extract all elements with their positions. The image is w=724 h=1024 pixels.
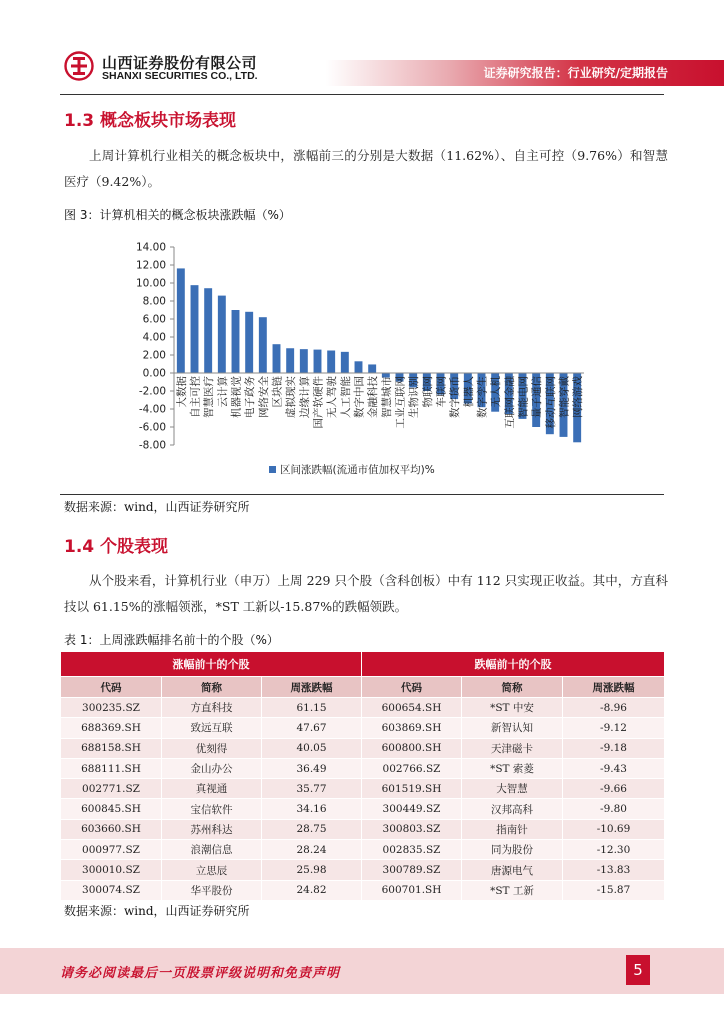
- table-caption: 表 1：上周涨跌幅排名前十的个股（%）: [64, 633, 279, 647]
- category-label: 互联网金融: [503, 376, 516, 429]
- y-tick-label: 2.00: [142, 349, 166, 362]
- category-label: 金融科技: [367, 376, 380, 418]
- gainer-name-cell: 华平股份: [162, 880, 262, 900]
- loser-code-cell: 300789.SZ: [362, 860, 462, 880]
- column-header: 简称: [162, 677, 262, 698]
- bar: [286, 348, 294, 373]
- gainer-code-cell: 002771.SZ: [61, 779, 162, 799]
- legend-label: 区间涨跌幅(流通市值加权平均)%: [280, 464, 435, 476]
- category-label: 虚拟现实: [285, 376, 298, 418]
- category-label: 边缘计算: [298, 376, 311, 418]
- gainers-group-header: 涨幅前十的个股: [61, 652, 362, 677]
- y-tick-label: -8.00: [138, 439, 166, 452]
- gainer-change-cell: 25.98: [262, 860, 362, 880]
- gainer-change-cell: 28.75: [262, 819, 362, 839]
- column-header: 周涨跌幅: [262, 677, 362, 698]
- loser-code-cell: 300449.SZ: [362, 799, 462, 819]
- category-label: 国产软硬件: [312, 376, 325, 429]
- company-name-en: SHANXI SECURITIES CO., LTD.: [102, 70, 258, 82]
- loser-name-cell: 新智认知: [462, 718, 563, 738]
- gainer-name-cell: 苏州科达: [162, 819, 262, 839]
- company-name-cn: 山西证券股份有限公司: [102, 54, 258, 72]
- loser-name-cell: 大智慧: [462, 779, 563, 799]
- bar: [245, 312, 253, 373]
- gainer-code-cell: 688111.SH: [61, 758, 162, 778]
- y-tick-label: 6.00: [142, 313, 166, 326]
- category-label: 无人机: [490, 376, 503, 408]
- loser-name-cell: 天津磁卡: [462, 738, 563, 758]
- gainer-name-cell: 优刻得: [162, 738, 262, 758]
- category-label: 云计算: [216, 376, 229, 408]
- category-label: 区块链: [271, 376, 284, 408]
- bar: [177, 268, 185, 373]
- gainer-code-cell: 000977.SZ: [61, 840, 162, 860]
- concept-sector-bar-chart: [64, 231, 668, 489]
- y-tick-label: 4.00: [142, 331, 166, 344]
- gainer-change-cell: 28.24: [262, 840, 362, 860]
- top-ten-stocks-table: [60, 651, 665, 901]
- loser-change-cell: -8.96: [563, 698, 665, 718]
- category-label: 智能电网: [517, 376, 530, 418]
- loser-change-cell: -9.66: [563, 779, 665, 799]
- gainer-name-cell: 立思辰: [162, 860, 262, 880]
- table-row: [61, 840, 665, 860]
- bar: [259, 317, 267, 373]
- category-label: 无人驾驶: [326, 376, 339, 418]
- category-label: 物联网: [421, 376, 434, 408]
- page-number: 5: [626, 955, 650, 985]
- table-row: [61, 718, 665, 738]
- loser-code-cell: 600701.SH: [362, 880, 462, 900]
- y-tick-label: 14.00: [135, 241, 166, 254]
- loser-change-cell: -9.12: [563, 718, 665, 738]
- gainer-change-cell: 40.05: [262, 738, 362, 758]
- category-label: 生物识别: [408, 376, 421, 418]
- bar: [368, 364, 376, 373]
- category-label: 智能穿戴: [558, 376, 571, 418]
- y-tick-label: -2.00: [138, 385, 166, 398]
- page-header: [0, 0, 724, 95]
- column-header: 周涨跌幅: [563, 677, 665, 698]
- loser-change-cell: -13.83: [563, 860, 665, 880]
- gainer-code-cell: 688369.SH: [61, 718, 162, 738]
- y-tick-label: 12.00: [135, 259, 166, 272]
- figure-source: 数据来源：wind，山西证券研究所: [64, 500, 250, 514]
- loser-name-cell: *ST 中安: [462, 698, 563, 718]
- loser-change-cell: -9.43: [563, 758, 665, 778]
- category-label: 网络安全: [257, 376, 270, 418]
- bar: [204, 288, 212, 373]
- loser-name-cell: *ST 索菱: [462, 758, 563, 778]
- loser-name-cell: 汉邦高科: [462, 799, 563, 819]
- column-header: 简称: [462, 677, 563, 698]
- report-type: 证券研究报告：行业研究/定期报告: [483, 66, 668, 80]
- table-row: [61, 819, 665, 839]
- gainer-code-cell: 688158.SH: [61, 738, 162, 758]
- y-tick-label: 10.00: [135, 277, 166, 290]
- gainer-change-cell: 34.16: [262, 799, 362, 819]
- loser-change-cell: -10.69: [563, 819, 665, 839]
- y-tick-label: 0.00: [142, 367, 166, 380]
- y-tick-label: -6.00: [138, 421, 166, 434]
- gainer-code-cell: 300074.SZ: [61, 880, 162, 900]
- category-label: 数字货币: [449, 376, 462, 418]
- gainer-name-cell: 宝信软件: [162, 799, 262, 819]
- gainer-code-cell: 600845.SH: [61, 799, 162, 819]
- bar: [355, 361, 363, 373]
- table-row: [61, 860, 665, 880]
- loser-code-cell: 603869.SH: [362, 718, 462, 738]
- bar: [218, 296, 226, 373]
- y-tick-label: 8.00: [142, 295, 166, 308]
- table-row: [61, 698, 665, 718]
- gainer-name-cell: 方直科技: [162, 698, 262, 718]
- gainer-name-cell: 真视通: [162, 779, 262, 799]
- paragraph-text: 从个股来看，计算机行业（申万）上周 229 只个股（含科创板）中有 112 只实现正收益。其中，方直科技以 61.15%的涨幅领涨，*ST 工新以-15.87%的跌幅领跌。: [64, 573, 668, 614]
- category-label: 网络游戏: [572, 376, 585, 418]
- category-label: 数字孪生: [476, 376, 489, 418]
- table-row: [61, 880, 665, 900]
- y-tick-label: -4.00: [138, 403, 166, 416]
- category-label: 量子通信: [531, 375, 544, 418]
- table-row: [61, 738, 665, 758]
- loser-code-cell: 002766.SZ: [362, 758, 462, 778]
- loser-code-cell: 600800.SH: [362, 738, 462, 758]
- legend-swatch: [269, 466, 276, 473]
- loser-code-cell: 600654.SH: [362, 698, 462, 718]
- figure-caption: 图 3：计算机相关的概念板块涨跌幅（%）: [64, 208, 291, 222]
- gainer-code-cell: 300235.SZ: [61, 698, 162, 718]
- gainer-name-cell: 金山办公: [162, 758, 262, 778]
- category-label: 大数据: [175, 376, 188, 408]
- table-row: [61, 779, 665, 799]
- shanxi-securities-logo-icon: [64, 51, 94, 81]
- loser-code-cell: 002835.SZ: [362, 840, 462, 860]
- loser-name-cell: 同为股份: [462, 840, 563, 860]
- gainer-change-cell: 36.49: [262, 758, 362, 778]
- bar: [341, 352, 349, 373]
- table-source: 数据来源：wind，山西证券研究所: [64, 904, 250, 918]
- section-1-3-paragraph: [64, 143, 668, 195]
- category-label: 智慧医疗: [203, 376, 216, 418]
- bar: [314, 350, 322, 373]
- category-label: 机器人: [462, 376, 475, 408]
- loser-name-cell: 指南针: [462, 819, 563, 839]
- category-label: 人工智能: [339, 376, 352, 418]
- bar: [327, 351, 335, 374]
- paragraph-text: 上周计算机行业相关的概念板块中，涨幅前三的分别是大数据（11.62%）、自主可控（9.76%）和智慧医疗（9.42%）。: [64, 148, 668, 189]
- loser-name-cell: *ST 工新: [462, 880, 563, 900]
- header-divider: [60, 94, 664, 95]
- gainer-change-cell: 47.67: [262, 718, 362, 738]
- gainer-code-cell: 300010.SZ: [61, 860, 162, 880]
- gainer-code-cell: 603660.SH: [61, 819, 162, 839]
- gainer-name-cell: 致远互联: [162, 718, 262, 738]
- column-header: 代码: [61, 677, 162, 698]
- loser-change-cell: -12.30: [563, 840, 665, 860]
- section-title-1-4: 1.4 个股表现: [64, 537, 169, 557]
- category-label: 移动互联网: [544, 376, 557, 429]
- category-label: 工业互联网: [394, 376, 407, 429]
- losers-group-header: 跌幅前十的个股: [362, 652, 665, 677]
- footer-disclaimer: 请务必阅读最后一页股票评级说明和免责声明: [60, 966, 341, 981]
- bar: [232, 310, 240, 373]
- gainer-name-cell: 浪潮信息: [162, 840, 262, 860]
- gainer-change-cell: 35.77: [262, 779, 362, 799]
- figure-bottom-divider: [60, 494, 664, 495]
- loser-code-cell: 601519.SH: [362, 779, 462, 799]
- section-title-1-3: 1.3 概念板块市场表现: [64, 111, 237, 131]
- bar: [273, 344, 281, 373]
- column-header: 代码: [362, 677, 462, 698]
- table-row: [61, 758, 665, 778]
- gainer-change-cell: 24.82: [262, 880, 362, 900]
- table-row: [61, 799, 665, 819]
- loser-change-cell: -15.87: [563, 880, 665, 900]
- bar: [191, 285, 199, 373]
- section-1-4-paragraph: [64, 568, 668, 620]
- loser-change-cell: -9.80: [563, 799, 665, 819]
- loser-name-cell: 唐源电气: [462, 860, 563, 880]
- category-label: 智慧城市: [380, 376, 393, 418]
- category-label: 自主可控: [189, 376, 202, 418]
- bar: [300, 349, 308, 373]
- category-label: 数字中国: [353, 376, 366, 418]
- category-label: 车联网: [435, 376, 448, 408]
- loser-change-cell: -9.18: [563, 738, 665, 758]
- gainer-change-cell: 61.15: [262, 698, 362, 718]
- category-label: 电子政务: [244, 376, 257, 418]
- category-label: 机器视觉: [230, 376, 243, 418]
- loser-code-cell: 300803.SZ: [362, 819, 462, 839]
